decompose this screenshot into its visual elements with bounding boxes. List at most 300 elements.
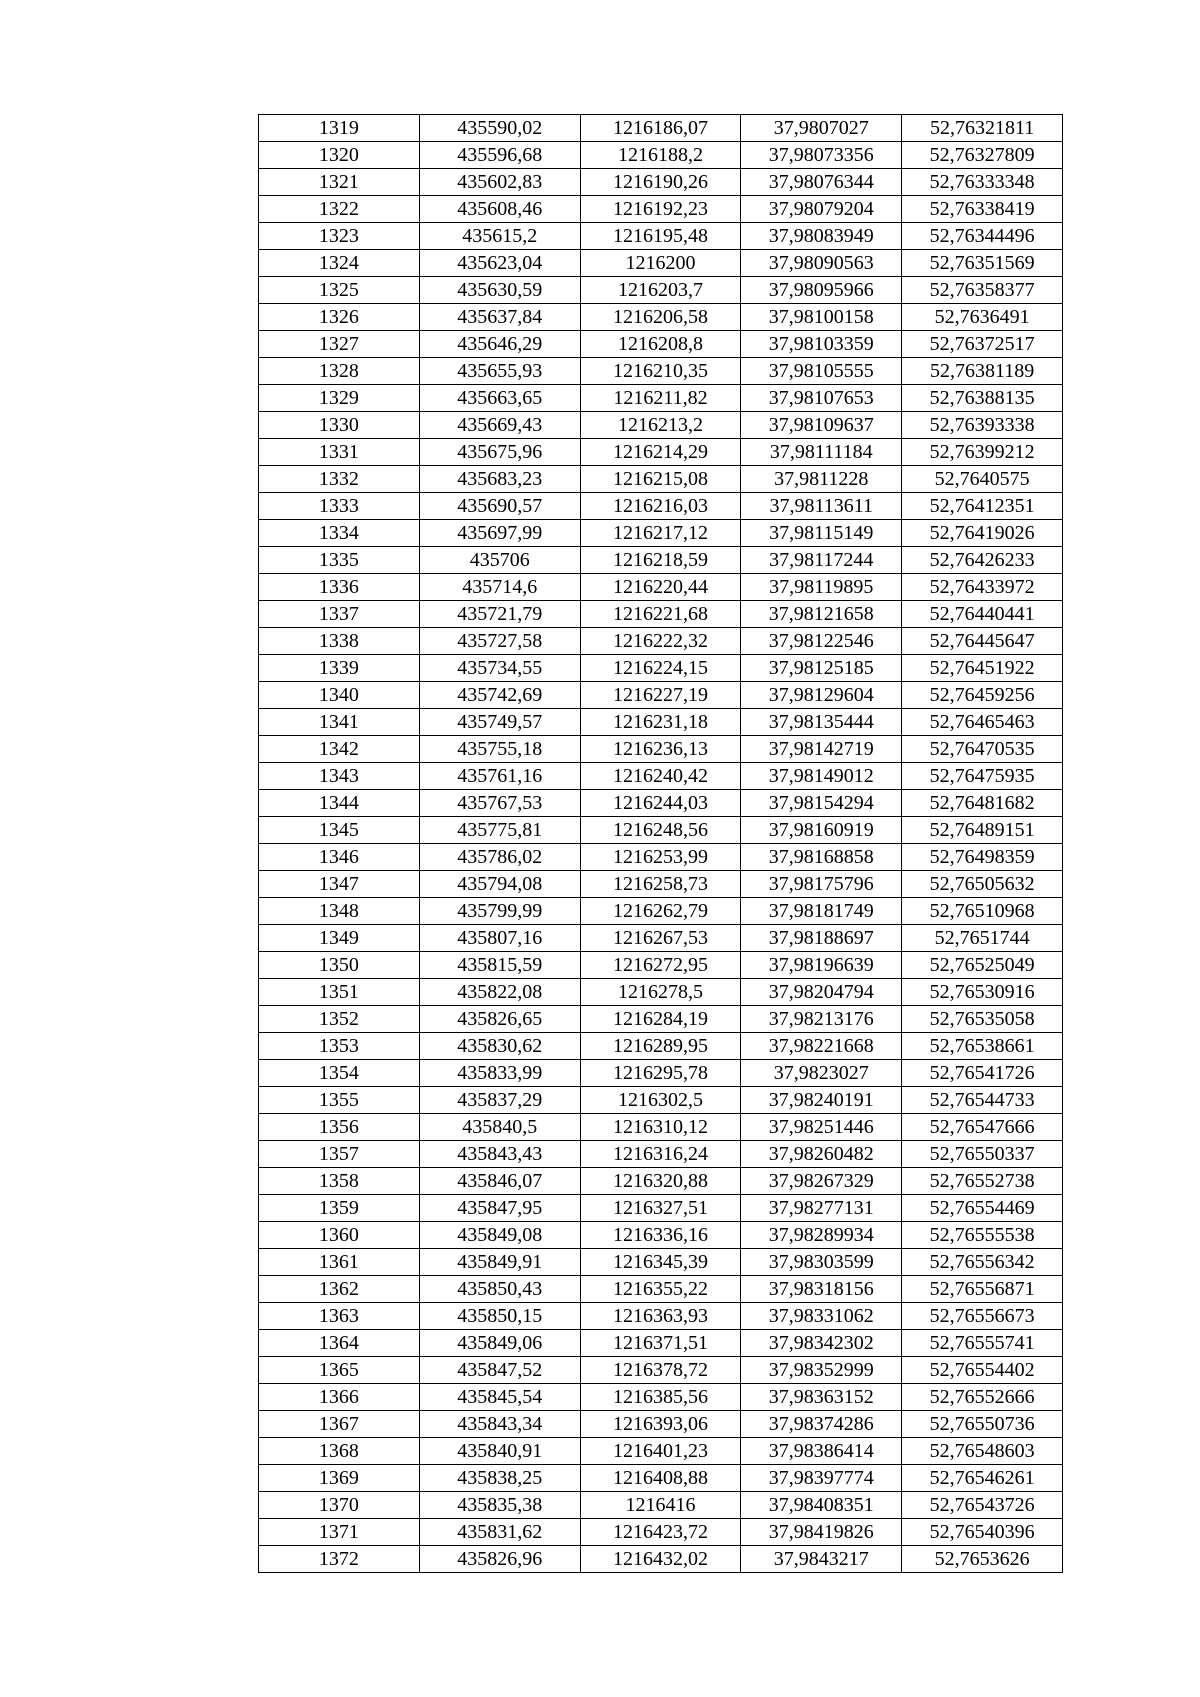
coordinates-table [258,114,1063,1573]
point-number-cell: 1367 [259,1411,420,1438]
table-row [259,547,1063,574]
point-number-cell: 1355 [259,1087,420,1114]
y-coordinate-cell: 1216216,03 [580,493,741,520]
y-coordinate-cell: 1216231,18 [580,709,741,736]
latitude-cell: 52,76541726 [902,1060,1063,1087]
y-coordinate-cell: 1216345,39 [580,1249,741,1276]
y-coordinate-cell: 1216240,42 [580,763,741,790]
latitude-cell: 52,76388135 [902,385,1063,412]
x-coordinate-cell: 435637,84 [419,304,580,331]
longitude-cell: 37,98240191 [741,1087,902,1114]
y-coordinate-cell: 1216195,48 [580,223,741,250]
y-coordinate-cell: 1216320,88 [580,1168,741,1195]
table-row [259,1276,1063,1303]
longitude-cell: 37,98374286 [741,1411,902,1438]
y-coordinate-cell: 1216363,93 [580,1303,741,1330]
x-coordinate-cell: 435843,34 [419,1411,580,1438]
point-number-cell: 1340 [259,682,420,709]
point-number-cell: 1349 [259,925,420,952]
point-number-cell: 1365 [259,1357,420,1384]
longitude-cell: 37,98107653 [741,385,902,412]
latitude-cell: 52,76544733 [902,1087,1063,1114]
longitude-cell: 37,98289934 [741,1222,902,1249]
y-coordinate-cell: 1216211,82 [580,385,741,412]
x-coordinate-cell: 435786,02 [419,844,580,871]
table-row [259,655,1063,682]
x-coordinate-cell: 435761,16 [419,763,580,790]
latitude-cell: 52,76321811 [902,115,1063,142]
point-number-cell: 1360 [259,1222,420,1249]
table-row [259,952,1063,979]
y-coordinate-cell: 1216401,23 [580,1438,741,1465]
point-number-cell: 1346 [259,844,420,871]
x-coordinate-cell: 435794,08 [419,871,580,898]
longitude-cell: 37,98142719 [741,736,902,763]
table-row [259,628,1063,655]
x-coordinate-cell: 435840,5 [419,1114,580,1141]
y-coordinate-cell: 1216208,8 [580,331,741,358]
x-coordinate-cell: 435596,68 [419,142,580,169]
latitude-cell: 52,76552738 [902,1168,1063,1195]
point-number-cell: 1359 [259,1195,420,1222]
latitude-cell: 52,76393338 [902,412,1063,439]
table-row [259,601,1063,628]
latitude-cell: 52,76548603 [902,1438,1063,1465]
y-coordinate-cell: 1216355,22 [580,1276,741,1303]
y-coordinate-cell: 1216217,12 [580,520,741,547]
table-row [259,844,1063,871]
point-number-cell: 1325 [259,277,420,304]
x-coordinate-cell: 435826,65 [419,1006,580,1033]
x-coordinate-cell: 435683,23 [419,466,580,493]
longitude-cell: 37,98095966 [741,277,902,304]
x-coordinate-cell: 435669,43 [419,412,580,439]
point-number-cell: 1319 [259,115,420,142]
y-coordinate-cell: 1216272,95 [580,952,741,979]
point-number-cell: 1343 [259,763,420,790]
y-coordinate-cell: 1216371,51 [580,1330,741,1357]
point-number-cell: 1350 [259,952,420,979]
x-coordinate-cell: 435590,02 [419,115,580,142]
point-number-cell: 1369 [259,1465,420,1492]
x-coordinate-cell: 435843,43 [419,1141,580,1168]
point-number-cell: 1327 [259,331,420,358]
latitude-cell: 52,76525049 [902,952,1063,979]
point-number-cell: 1363 [259,1303,420,1330]
point-number-cell: 1335 [259,547,420,574]
x-coordinate-cell: 435833,99 [419,1060,580,1087]
point-number-cell: 1330 [259,412,420,439]
table-row [259,439,1063,466]
table-row [259,898,1063,925]
table-row [259,493,1063,520]
y-coordinate-cell: 1216236,13 [580,736,741,763]
point-number-cell: 1370 [259,1492,420,1519]
table-row [259,1465,1063,1492]
latitude-cell: 52,76358377 [902,277,1063,304]
y-coordinate-cell: 1216224,15 [580,655,741,682]
table-row [259,1357,1063,1384]
x-coordinate-cell: 435822,08 [419,979,580,1006]
table-row [259,1546,1063,1573]
x-coordinate-cell: 435838,25 [419,1465,580,1492]
table-row [259,1303,1063,1330]
table-row [259,304,1063,331]
y-coordinate-cell: 1216278,5 [580,979,741,1006]
y-coordinate-cell: 1216416 [580,1492,741,1519]
point-number-cell: 1333 [259,493,420,520]
point-number-cell: 1326 [259,304,420,331]
point-number-cell: 1372 [259,1546,420,1573]
y-coordinate-cell: 1216186,07 [580,115,741,142]
longitude-cell: 37,98168858 [741,844,902,871]
latitude-cell: 52,76399212 [902,439,1063,466]
longitude-cell: 37,98122546 [741,628,902,655]
latitude-cell: 52,76505632 [902,871,1063,898]
x-coordinate-cell: 435714,6 [419,574,580,601]
y-coordinate-cell: 1216316,24 [580,1141,741,1168]
longitude-cell: 37,98115149 [741,520,902,547]
y-coordinate-cell: 1216203,7 [580,277,741,304]
latitude-cell: 52,76412351 [902,493,1063,520]
point-number-cell: 1336 [259,574,420,601]
point-number-cell: 1345 [259,817,420,844]
latitude-cell: 52,76475935 [902,763,1063,790]
table-row [259,817,1063,844]
latitude-cell: 52,7651744 [902,925,1063,952]
x-coordinate-cell: 435655,93 [419,358,580,385]
table-row [259,1168,1063,1195]
x-coordinate-cell: 435646,29 [419,331,580,358]
longitude-cell: 37,98419826 [741,1519,902,1546]
latitude-cell: 52,7640575 [902,466,1063,493]
table-row [259,1033,1063,1060]
table-row [259,1249,1063,1276]
x-coordinate-cell: 435835,38 [419,1492,580,1519]
point-number-cell: 1353 [259,1033,420,1060]
table-row [259,1222,1063,1249]
point-number-cell: 1338 [259,628,420,655]
longitude-cell: 37,98119895 [741,574,902,601]
latitude-cell: 52,76550337 [902,1141,1063,1168]
latitude-cell: 52,76470535 [902,736,1063,763]
table-row [259,115,1063,142]
x-coordinate-cell: 435706 [419,547,580,574]
longitude-cell: 37,98135444 [741,709,902,736]
longitude-cell: 37,98204794 [741,979,902,1006]
table-row [259,1060,1063,1087]
x-coordinate-cell: 435826,96 [419,1546,580,1573]
y-coordinate-cell: 1216408,88 [580,1465,741,1492]
point-number-cell: 1341 [259,709,420,736]
latitude-cell: 52,76426233 [902,547,1063,574]
latitude-cell: 52,76543726 [902,1492,1063,1519]
point-number-cell: 1358 [259,1168,420,1195]
y-coordinate-cell: 1216295,78 [580,1060,741,1087]
longitude-cell: 37,98117244 [741,547,902,574]
longitude-cell: 37,98251446 [741,1114,902,1141]
table-row [259,871,1063,898]
longitude-cell: 37,98090563 [741,250,902,277]
latitude-cell: 52,76440441 [902,601,1063,628]
y-coordinate-cell: 1216218,59 [580,547,741,574]
latitude-cell: 52,76555538 [902,1222,1063,1249]
table-row [259,1384,1063,1411]
latitude-cell: 52,76333348 [902,169,1063,196]
x-coordinate-cell: 435675,96 [419,439,580,466]
longitude-cell: 37,98277131 [741,1195,902,1222]
longitude-cell: 37,98318156 [741,1276,902,1303]
latitude-cell: 52,76445647 [902,628,1063,655]
latitude-cell: 52,76451922 [902,655,1063,682]
x-coordinate-cell: 435799,99 [419,898,580,925]
x-coordinate-cell: 435742,69 [419,682,580,709]
latitude-cell: 52,76556871 [902,1276,1063,1303]
point-number-cell: 1342 [259,736,420,763]
latitude-cell: 52,76554469 [902,1195,1063,1222]
longitude-cell: 37,98181749 [741,898,902,925]
longitude-cell: 37,98260482 [741,1141,902,1168]
longitude-cell: 37,98121658 [741,601,902,628]
latitude-cell: 52,76546261 [902,1465,1063,1492]
y-coordinate-cell: 1216289,95 [580,1033,741,1060]
y-coordinate-cell: 1216190,26 [580,169,741,196]
y-coordinate-cell: 1216214,29 [580,439,741,466]
longitude-cell: 37,98125185 [741,655,902,682]
longitude-cell: 37,98175796 [741,871,902,898]
longitude-cell: 37,98386414 [741,1438,902,1465]
table-row [259,412,1063,439]
longitude-cell: 37,98267329 [741,1168,902,1195]
longitude-cell: 37,9807027 [741,115,902,142]
table-row [259,385,1063,412]
coordinates-table-body [259,115,1063,1573]
table-row [259,763,1063,790]
table-row [259,736,1063,763]
table-row [259,1141,1063,1168]
y-coordinate-cell: 1216188,2 [580,142,741,169]
x-coordinate-cell: 435837,29 [419,1087,580,1114]
longitude-cell: 37,9823027 [741,1060,902,1087]
longitude-cell: 37,98111184 [741,439,902,466]
x-coordinate-cell: 435734,55 [419,655,580,682]
table-row [259,196,1063,223]
x-coordinate-cell: 435850,43 [419,1276,580,1303]
latitude-cell: 52,76540396 [902,1519,1063,1546]
table-row [259,709,1063,736]
x-coordinate-cell: 435727,58 [419,628,580,655]
latitude-cell: 52,76489151 [902,817,1063,844]
y-coordinate-cell: 1216423,72 [580,1519,741,1546]
point-number-cell: 1361 [259,1249,420,1276]
x-coordinate-cell: 435845,54 [419,1384,580,1411]
point-number-cell: 1322 [259,196,420,223]
latitude-cell: 52,76344496 [902,223,1063,250]
y-coordinate-cell: 1216220,44 [580,574,741,601]
y-coordinate-cell: 1216215,08 [580,466,741,493]
y-coordinate-cell: 1216210,35 [580,358,741,385]
latitude-cell: 52,76556673 [902,1303,1063,1330]
y-coordinate-cell: 1216221,68 [580,601,741,628]
latitude-cell: 52,76481682 [902,790,1063,817]
y-coordinate-cell: 1216267,53 [580,925,741,952]
table-row [259,1087,1063,1114]
table-row [259,979,1063,1006]
x-coordinate-cell: 435767,53 [419,790,580,817]
x-coordinate-cell: 435807,16 [419,925,580,952]
x-coordinate-cell: 435849,91 [419,1249,580,1276]
y-coordinate-cell: 1216227,19 [580,682,741,709]
table-row [259,682,1063,709]
point-number-cell: 1328 [259,358,420,385]
longitude-cell: 37,98154294 [741,790,902,817]
point-number-cell: 1332 [259,466,420,493]
longitude-cell: 37,98342302 [741,1330,902,1357]
table-row [259,250,1063,277]
table-row [259,1411,1063,1438]
point-number-cell: 1362 [259,1276,420,1303]
table-row [259,142,1063,169]
y-coordinate-cell: 1216253,99 [580,844,741,871]
point-number-cell: 1321 [259,169,420,196]
x-coordinate-cell: 435755,18 [419,736,580,763]
point-number-cell: 1368 [259,1438,420,1465]
longitude-cell: 37,98105555 [741,358,902,385]
latitude-cell: 52,76498359 [902,844,1063,871]
y-coordinate-cell: 1216284,19 [580,1006,741,1033]
y-coordinate-cell: 1216192,23 [580,196,741,223]
table-row [259,520,1063,547]
point-number-cell: 1323 [259,223,420,250]
table-row [259,358,1063,385]
latitude-cell: 52,76465463 [902,709,1063,736]
latitude-cell: 52,7636491 [902,304,1063,331]
latitude-cell: 52,76555741 [902,1330,1063,1357]
table-row [259,1006,1063,1033]
x-coordinate-cell: 435775,81 [419,817,580,844]
longitude-cell: 37,9843217 [741,1546,902,1573]
point-number-cell: 1357 [259,1141,420,1168]
point-number-cell: 1324 [259,250,420,277]
table-row [259,223,1063,250]
longitude-cell: 37,98221668 [741,1033,902,1060]
longitude-cell: 37,98331062 [741,1303,902,1330]
point-number-cell: 1351 [259,979,420,1006]
point-number-cell: 1371 [259,1519,420,1546]
point-number-cell: 1352 [259,1006,420,1033]
longitude-cell: 37,9811228 [741,466,902,493]
point-number-cell: 1339 [259,655,420,682]
point-number-cell: 1344 [259,790,420,817]
x-coordinate-cell: 435721,79 [419,601,580,628]
y-coordinate-cell: 1216213,2 [580,412,741,439]
x-coordinate-cell: 435608,46 [419,196,580,223]
y-coordinate-cell: 1216310,12 [580,1114,741,1141]
latitude-cell: 52,76510968 [902,898,1063,925]
x-coordinate-cell: 435840,91 [419,1438,580,1465]
y-coordinate-cell: 1216385,56 [580,1384,741,1411]
point-number-cell: 1354 [259,1060,420,1087]
x-coordinate-cell: 435697,99 [419,520,580,547]
longitude-cell: 37,98113611 [741,493,902,520]
x-coordinate-cell: 435749,57 [419,709,580,736]
latitude-cell: 52,76381189 [902,358,1063,385]
table-row [259,277,1063,304]
point-number-cell: 1334 [259,520,420,547]
longitude-cell: 37,98083949 [741,223,902,250]
latitude-cell: 52,76535058 [902,1006,1063,1033]
latitude-cell: 52,76530916 [902,979,1063,1006]
longitude-cell: 37,98100158 [741,304,902,331]
latitude-cell: 52,76459256 [902,682,1063,709]
table-row [259,1195,1063,1222]
x-coordinate-cell: 435623,04 [419,250,580,277]
point-number-cell: 1356 [259,1114,420,1141]
point-number-cell: 1329 [259,385,420,412]
table-row [259,466,1063,493]
table-row [259,1438,1063,1465]
table-row [259,1330,1063,1357]
x-coordinate-cell: 435663,65 [419,385,580,412]
latitude-cell: 52,76372517 [902,331,1063,358]
table-row [259,1519,1063,1546]
table-row [259,331,1063,358]
x-coordinate-cell: 435831,62 [419,1519,580,1546]
longitude-cell: 37,98073356 [741,142,902,169]
latitude-cell: 52,76327809 [902,142,1063,169]
table-row [259,925,1063,952]
latitude-cell: 52,76538661 [902,1033,1063,1060]
longitude-cell: 37,98408351 [741,1492,902,1519]
point-number-cell: 1348 [259,898,420,925]
table-row [259,169,1063,196]
y-coordinate-cell: 1216248,56 [580,817,741,844]
longitude-cell: 37,98160919 [741,817,902,844]
latitude-cell: 52,76338419 [902,196,1063,223]
x-coordinate-cell: 435602,83 [419,169,580,196]
y-coordinate-cell: 1216432,02 [580,1546,741,1573]
y-coordinate-cell: 1216302,5 [580,1087,741,1114]
y-coordinate-cell: 1216336,16 [580,1222,741,1249]
point-number-cell: 1320 [259,142,420,169]
latitude-cell: 52,76550736 [902,1411,1063,1438]
longitude-cell: 37,98109637 [741,412,902,439]
y-coordinate-cell: 1216200 [580,250,741,277]
longitude-cell: 37,98076344 [741,169,902,196]
x-coordinate-cell: 435815,59 [419,952,580,979]
point-number-cell: 1366 [259,1384,420,1411]
y-coordinate-cell: 1216327,51 [580,1195,741,1222]
point-number-cell: 1347 [259,871,420,898]
x-coordinate-cell: 435830,62 [419,1033,580,1060]
x-coordinate-cell: 435690,57 [419,493,580,520]
longitude-cell: 37,98213176 [741,1006,902,1033]
longitude-cell: 37,98188697 [741,925,902,952]
point-number-cell: 1337 [259,601,420,628]
x-coordinate-cell: 435615,2 [419,223,580,250]
longitude-cell: 37,98303599 [741,1249,902,1276]
latitude-cell: 52,76556342 [902,1249,1063,1276]
y-coordinate-cell: 1216244,03 [580,790,741,817]
y-coordinate-cell: 1216393,06 [580,1411,741,1438]
latitude-cell: 52,76552666 [902,1384,1063,1411]
longitude-cell: 37,98397774 [741,1465,902,1492]
longitude-cell: 37,98196639 [741,952,902,979]
x-coordinate-cell: 435847,52 [419,1357,580,1384]
table-row [259,790,1063,817]
longitude-cell: 37,98079204 [741,196,902,223]
longitude-cell: 37,98149012 [741,763,902,790]
